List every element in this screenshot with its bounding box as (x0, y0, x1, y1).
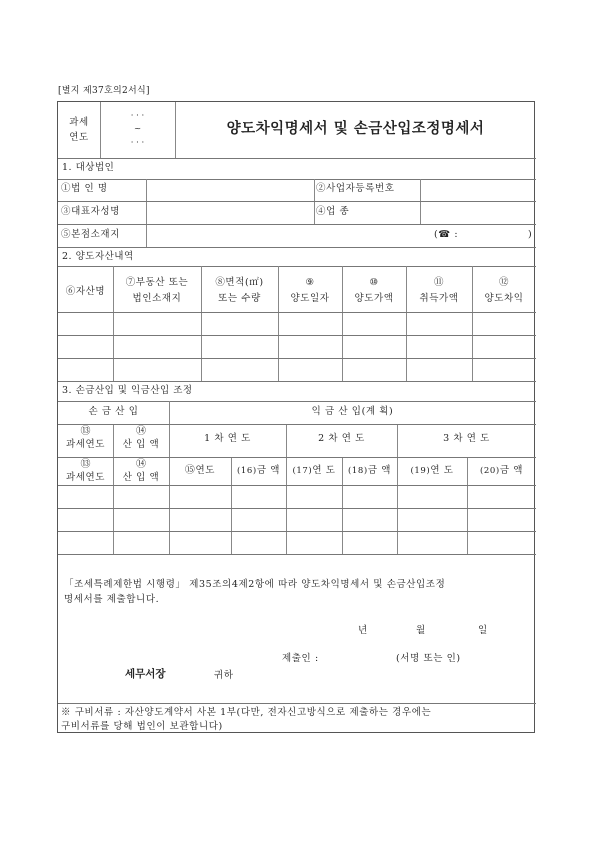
col-area-line2: 또는 수량 (218, 293, 261, 304)
col-transfer-price: 양도가액 (354, 293, 394, 304)
tax-year-label-line2: 연도 (69, 132, 89, 143)
divider (58, 158, 536, 159)
divider (58, 247, 536, 248)
sub-col20-text: 금 액 (499, 465, 524, 476)
sub-col15-text: 연도 (195, 465, 216, 476)
representative-label: ③대표자성명 (61, 206, 120, 217)
table-row (58, 508, 536, 509)
tax-year-to-dots[interactable]: · · · (130, 138, 145, 148)
sub-col17-text: 연 도 (312, 465, 336, 476)
honorific: 귀하 (214, 670, 234, 681)
col13-label: 과세연도 (65, 439, 106, 450)
col-transfer-price-num: ⑩ (369, 277, 379, 288)
hq-location-label: ⑤본점소재지 (61, 229, 120, 240)
section3-heading: 3. 손금산입 및 익금산입 조정 (62, 385, 193, 396)
inclusion-header: 익 금 산 입(계 획) (311, 406, 394, 417)
declaration-line1: 「조세특례제한법 시행령」 제35조의4제2항에 따라 양도차익명세서 및 손금산입조정 (64, 579, 446, 590)
sub-col17-num: (17) (292, 466, 313, 476)
corp-name-label: ①법 인 명 (61, 183, 108, 194)
tax-year-dash: ~ (133, 124, 142, 134)
footnote-line2: 구비서류를 당해 법인이 보관합니다) (61, 721, 223, 732)
sub-col16 (231, 465, 286, 476)
table-row (58, 358, 536, 359)
col-transfer-date-num: ⑨ (305, 277, 315, 288)
sub-col20 (467, 465, 536, 476)
divider (58, 485, 536, 486)
sub-col16-num: (16) (236, 466, 257, 476)
sub-col20-num: (20) (479, 466, 500, 476)
phone-label: (☎ : (434, 229, 459, 240)
biz-reg-no-label: ②사업자등록번호 (316, 183, 395, 194)
date-month-label: 월 (416, 625, 426, 636)
sub-col18-num: (18) (347, 466, 368, 476)
date-day-label: 일 (478, 625, 488, 636)
col14-num: ⑭ (136, 426, 146, 437)
divider (58, 703, 536, 704)
col-asset-name: ⑥자산명 (65, 286, 106, 297)
sub-col15-num: ⑮ (184, 465, 196, 476)
declaration-line2: 명세서를 제출합니다. (64, 594, 160, 605)
sub-col19 (397, 465, 467, 476)
col-gain-num: ⑫ (498, 277, 510, 288)
year2-header: 2 차 연 도 (318, 433, 365, 444)
sub-col19-num: (19) (410, 466, 431, 476)
col-location-line2: 법인소재지 (132, 293, 182, 304)
sub-col18 (342, 465, 397, 476)
date-year-label: 년 (358, 625, 368, 636)
divider (58, 312, 536, 313)
form-number: [별지 제37호의2서식] (58, 86, 150, 96)
divider (58, 401, 536, 402)
col13-label-repeat: 과세연도 (65, 472, 106, 483)
business-type-label: ④업 종 (316, 206, 350, 217)
sub-col17 (286, 465, 342, 476)
col14-label: 산 입 액 (122, 439, 160, 450)
year3-header: 3 차 연 도 (443, 433, 490, 444)
table-row (58, 335, 536, 336)
col14-num-repeat: ⑭ (136, 459, 146, 470)
form-frame (57, 101, 535, 733)
col-area-line1: ⑧면적(㎡) (215, 277, 264, 288)
divider (58, 224, 536, 225)
submitter-label: 제출인 : (282, 653, 319, 664)
section1-heading: 1. 대상법인 (62, 162, 115, 173)
sub-col16-text: 금 액 (256, 465, 281, 476)
form-title: 양도차익명세서 및 손금산입조정명세서 (226, 121, 485, 137)
tax-year-label-line1: 과세 (69, 117, 89, 128)
tax-year-from-dots[interactable]: · · · (130, 111, 145, 121)
col14-label-repeat: 산 입 액 (122, 472, 160, 483)
divider (58, 554, 536, 555)
sub-col18-text: 금 액 (367, 465, 392, 476)
col-transfer-date: 양도일자 (290, 293, 330, 304)
footnote-line1: ※ 구비서류 : 자산양도계약서 사본 1부(다만, 전자신고방식으로 제출하는 경우에는 (61, 707, 432, 718)
divider (58, 266, 536, 267)
col-acquisition-price: 취득가액 (419, 293, 459, 304)
signature-label: (서명 또는 인) (396, 653, 461, 664)
sub-col19-text: 연 도 (430, 465, 454, 476)
year1-header: 1 차 연 도 (204, 433, 251, 444)
tax-office-head: 세무서장 (125, 668, 166, 680)
col-acquisition-price-num: ⑪ (433, 277, 445, 288)
divider (146, 179, 147, 247)
col13-num: ⑬ (80, 426, 91, 437)
col-gain: 양도차익 (484, 293, 524, 304)
table-row (58, 531, 536, 532)
divider (58, 201, 536, 202)
sub-col15 (169, 465, 231, 477)
col13-num-repeat: ⑬ (80, 459, 91, 470)
deduction-header: 손 금 산 입 (88, 406, 139, 417)
col-location-line1: ⑦부동산 또는 (125, 277, 189, 288)
divider (58, 381, 536, 382)
section2-heading: 2. 양도자산내역 (62, 251, 134, 262)
divider (58, 457, 536, 458)
divider (58, 179, 536, 180)
divider (58, 424, 536, 425)
phone-close: ) (528, 229, 533, 240)
